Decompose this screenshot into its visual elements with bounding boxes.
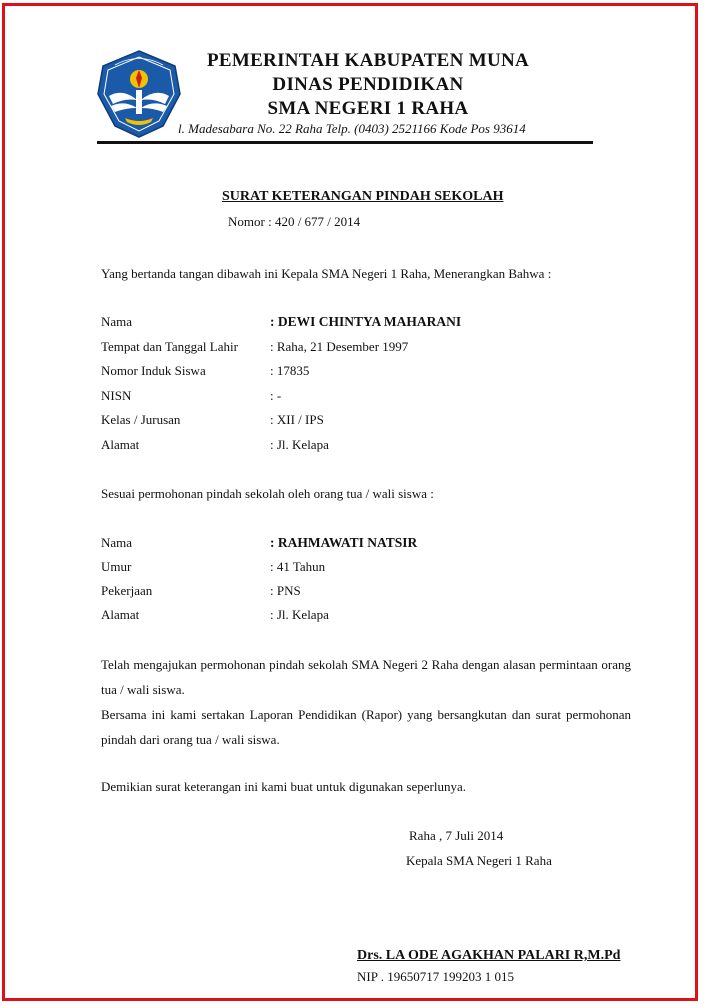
header-divider — [97, 141, 593, 144]
field-value: : RAHMAWATI NATSIR — [270, 535, 418, 550]
letter-number: Nomor : 420 / 677 / 2014 — [228, 214, 361, 229]
student-row-birth — [101, 339, 621, 359]
field-value: : Raha, 21 Desember 1997 — [270, 339, 409, 354]
letter-intro: Yang bertanda tangan dibawah ini Kepala SMA Negeri 1 Raha, Menerangkan Bahwa : — [101, 266, 552, 281]
signatory-name: Drs. LA ODE AGAKHAN PALARI R,M.Pd — [357, 948, 621, 963]
signatory-nip: NIP . 19650717 199203 1 015 — [357, 969, 514, 984]
field-value: : Jl. Kelapa — [270, 437, 329, 452]
field-value: : 41 Tahun — [270, 559, 326, 574]
field-label: Pekerjaan — [101, 583, 153, 598]
student-row-nisn — [101, 388, 621, 408]
guardian-row-address — [101, 607, 621, 627]
letter-title: SURAT KETERANGAN PINDAH SEKOLAH — [222, 189, 504, 204]
guardian-row-job — [101, 583, 621, 603]
student-row-address — [101, 437, 621, 457]
field-label: Alamat — [101, 437, 140, 452]
guardian-row-age — [101, 559, 621, 579]
field-label: Umur — [101, 559, 132, 574]
header-government: PEMERINTAH KABUPATEN MUNA — [206, 50, 530, 71]
field-value: : XII / IPS — [270, 412, 324, 427]
field-label: Kelas / Jurusan — [101, 412, 181, 427]
student-row-class — [101, 412, 621, 432]
field-value: : Jl. Kelapa — [270, 607, 329, 622]
tut-wuri-handayani-logo — [95, 48, 183, 140]
field-value: : 17835 — [270, 363, 310, 378]
field-label: NISN — [101, 388, 132, 403]
field-label: Tempat dan Tanggal Lahir — [101, 339, 238, 354]
signature-place-date: Raha , 7 Juli 2014 — [409, 828, 504, 843]
field-value: : PNS — [270, 583, 301, 598]
body-paragraph-reason: Telah mengajukan permohonan pindah sekolah SMA Negeri 2 Raha dengan alasan permintaan orang tua / wali siswa. — [101, 657, 631, 697]
header-department: DINAS PENDIDIKAN — [272, 74, 464, 95]
closing-statement: Demikian surat keterangan ini kami buat untuk digunakan seperlunya. — [101, 779, 466, 794]
page-border — [2, 3, 698, 1001]
field-value: : DEWI CHINTYA MAHARANI — [270, 314, 462, 329]
guardian-intro: Sesuai permohonan pindah sekolah oleh orang tua / wali siswa : — [101, 486, 434, 501]
field-label: Nama — [101, 314, 133, 329]
body-paragraph-attachment: Bersama ini kami sertakan Laporan Pendidikan (Rapor) yang bersangkutan dan surat permohonan pindah dari orang tua / wali siswa. — [101, 707, 631, 747]
field-label: Nomor Induk Siswa — [101, 363, 206, 378]
field-label: Alamat — [101, 607, 140, 622]
student-row-nis — [101, 363, 621, 383]
guardian-row-name — [101, 535, 621, 555]
field-value: : - — [270, 388, 282, 403]
field-label: Nama — [101, 535, 133, 550]
signature-position: Kepala SMA Negeri 1 Raha — [406, 853, 552, 868]
header-school: SMA NEGERI 1 RAHA — [267, 98, 469, 119]
student-row-name — [101, 314, 621, 334]
header-address: l. Madesabara No. 22 Raha Telp. (0403) 2521166 Kode Pos 93614 — [178, 121, 526, 136]
